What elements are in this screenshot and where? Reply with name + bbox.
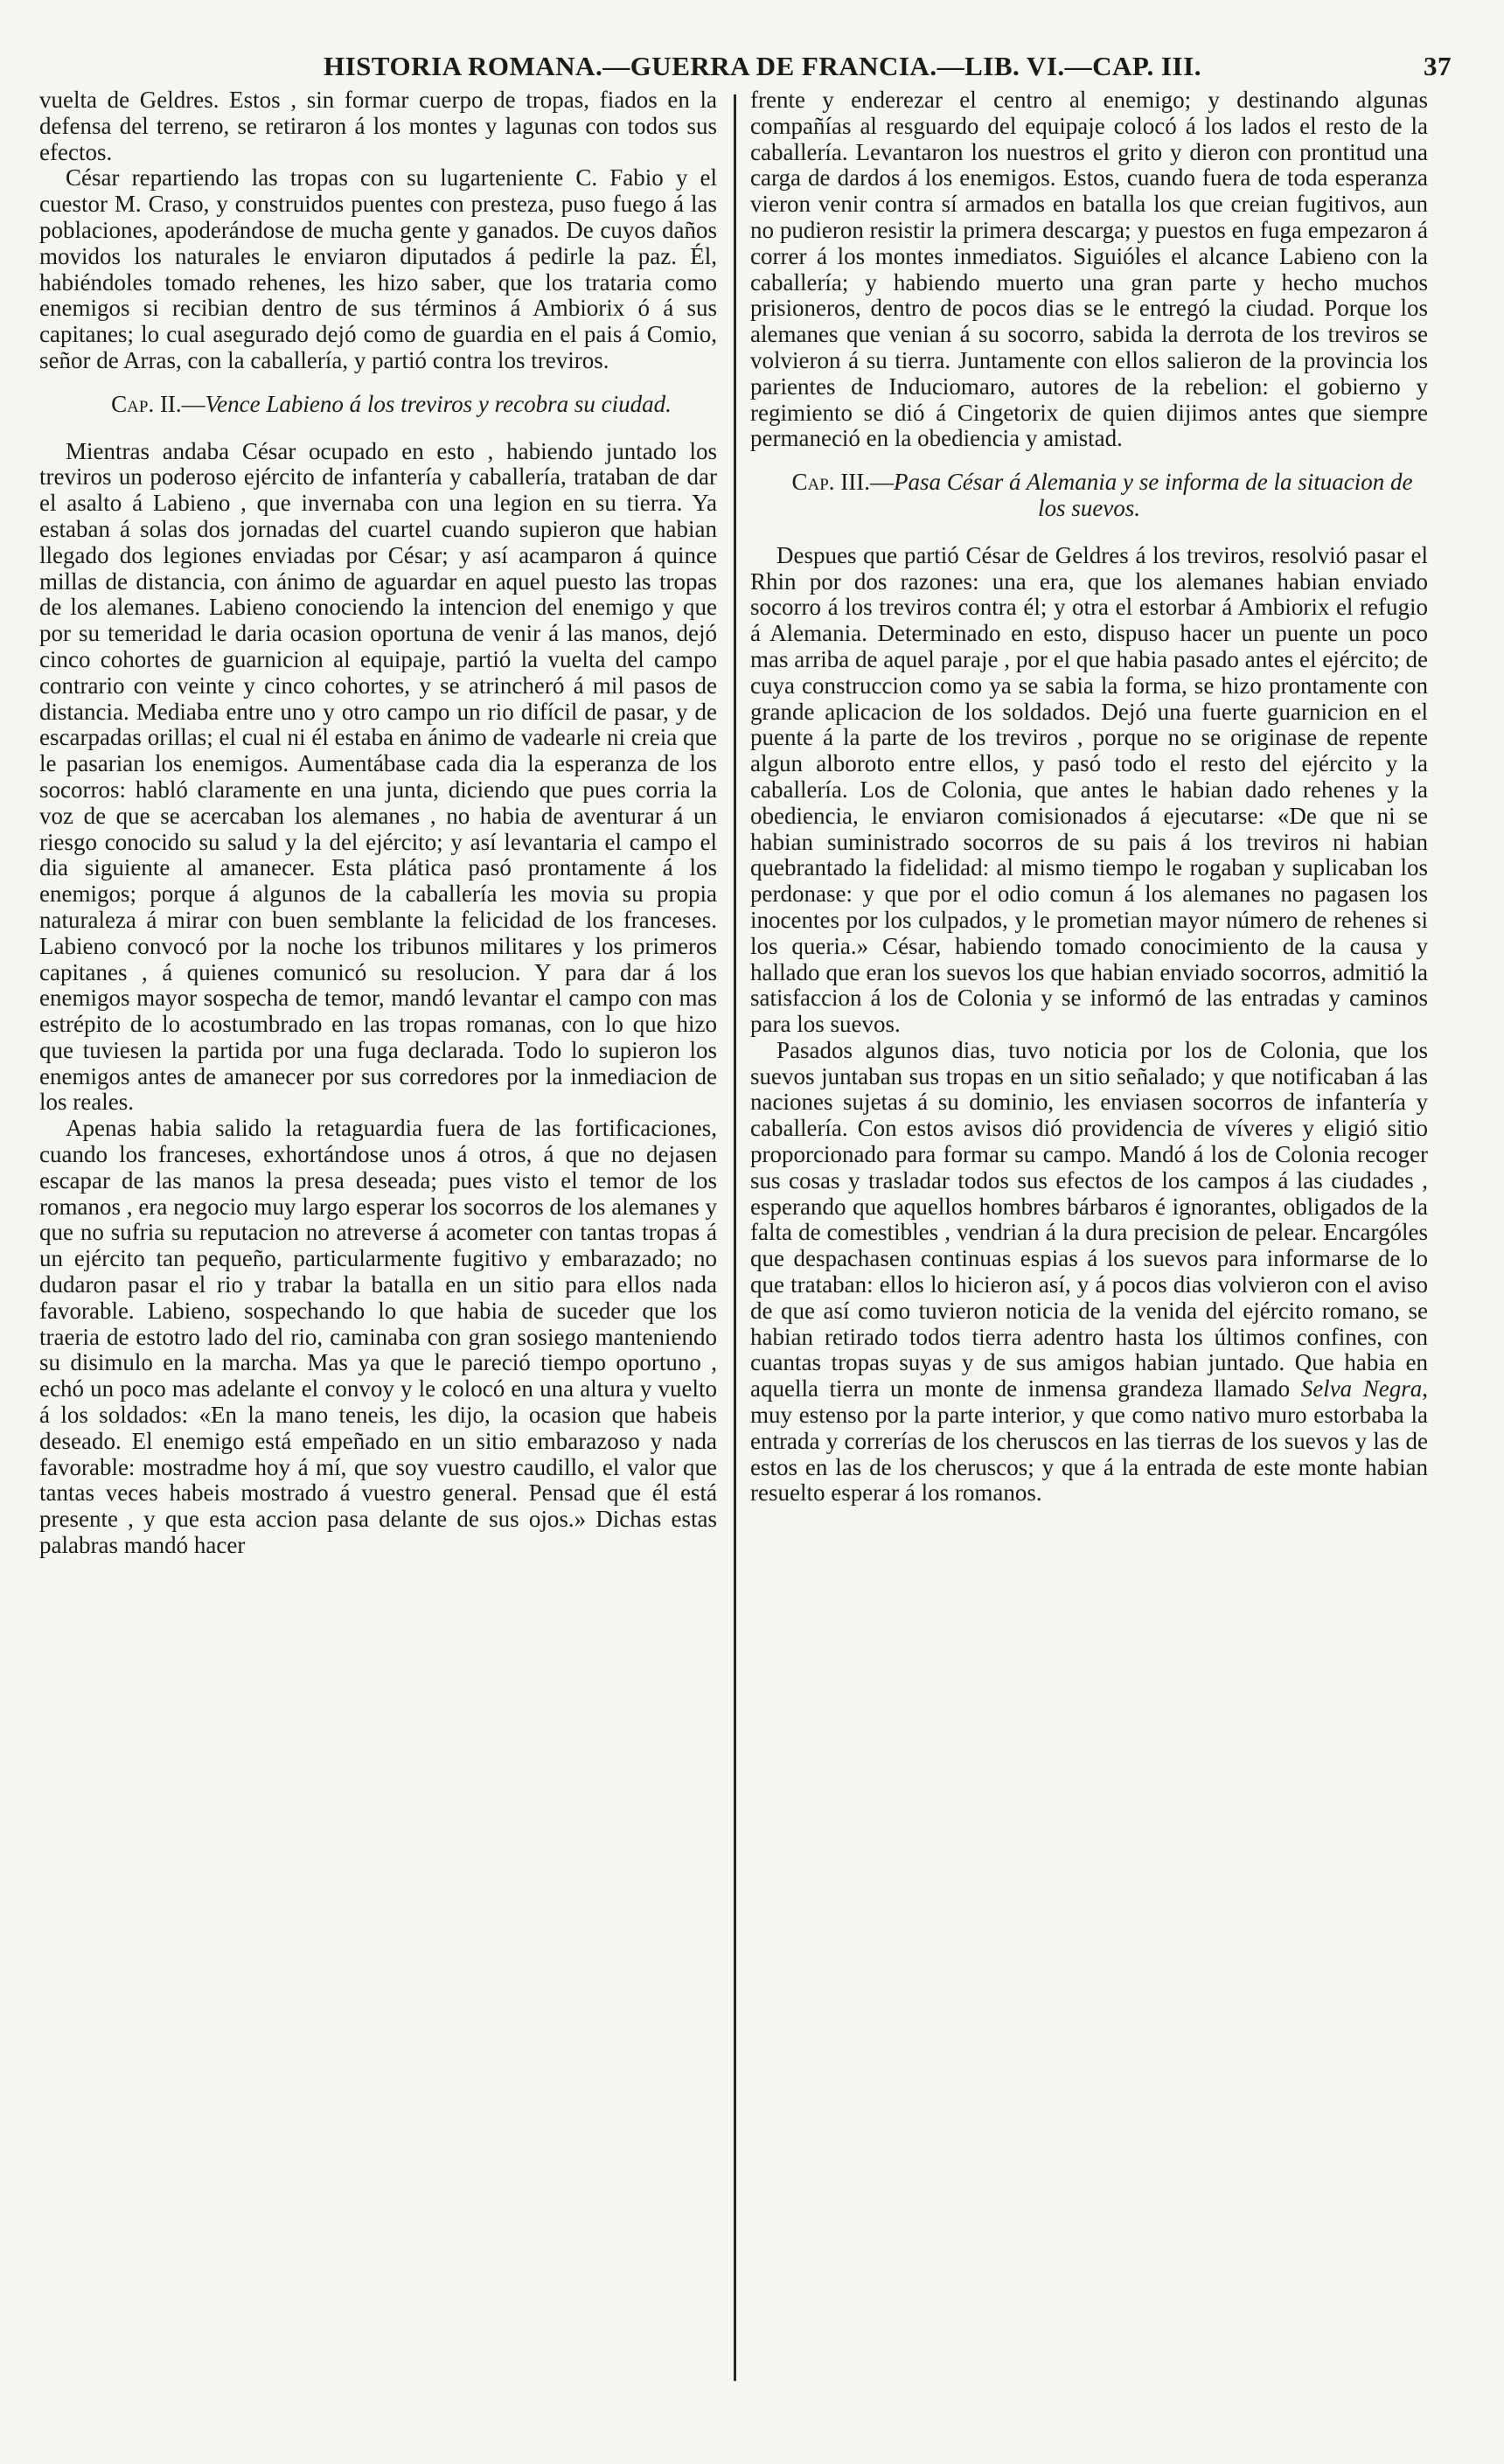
paragraph: Apenas habia salido la retaguardia fuera de las fortificaciones, cuando los franceses, exhortándose unos á otros, á que no dejasen escapar de las manos la presa deseada; pues visto el temor de los romanos , era negocio muy largo esperar los socorros de los alemanes y que no sufria su reputacion no atreverse á acometer con tantas tropas á un ejército tan pequeño, particularmente fugitivo y embarazado; no dudaron pasar el rio y trabar la batalla en un sitio para ellos nada favorable. Labieno, sospechando lo que habia de suceder que los traeria de estotro lado del rio, caminaba con gran sosiego manteniendo su disimulo en la marcha. Mas ya que le pareció tiempo oportuno , echó un poco mas adelante el convoy y le colocó en una altura y vuelto á los soldados: «En la mano teneis, les dijo, la ocasion que habeis deseado. El enemigo está empeñado en un sitio embarazoso y nada favorable: mostradme hoy á mí, que soy vuestro caudillo, el valor que tantas veces habeis mostrado á vuestro general. Pensad que él está presente , y que esta accion pasa delante de sus ojos.» Dichas estas palabras mandó hacer: [39, 1115, 717, 1559]
chapter-heading: Cap. III.—Pasa César á Alemania y se informa de la situacion de los suevos.: [791, 469, 1413, 521]
chapter-title: Pasa César á Alemania y se informa de la situacion de los suevos.: [894, 469, 1413, 521]
page-header: [324, 44, 1452, 87]
running-title: HISTORIA ROMANA.—GUERRA DE FRANCIA.—LIB. VI.—CAP. III.: [324, 51, 1201, 81]
paragraph: frente y enderezar el centro al enemigo; y destinando algunas compañías al resguardo del equipaje colocó á los lados el resto de la caballería. Levantaron los nuestros el grito y dieron con prontitud una carga de dardos á los enemigos. Estos, cuando fuera de toda esperanza vieron venir contra sí armados en batalla los que creian fugitivos, aun no pudieron resistir la primera descarga; y puestos en fuga empezaron á correr á los montes inmediatos. Siguióles el alcance Labieno con la caballería; y habiendo muerto una gran parte y hecho muchos prisioneros, dentro de pocos dias se le entregó la ciudad. Porque los alemanes que venian á su socorro, sabida la derrota de los treviros se volvieron á su tierra. Juntamente con ellos salieron de la provincia los parientes de Induciomaro, autores de la rebelion: el gobierno y regimiento se dió á Cingetorix de quien dijimos antes que siempre permaneció en la obediencia y amistad.: [750, 87, 1428, 452]
place-name: Selva Negra: [1300, 1375, 1423, 1403]
chapter-title: Vence Labieno á los treviros y recobra su ciudad.: [205, 390, 672, 417]
page-number: 37: [1424, 51, 1452, 81]
paragraph: [750, 1038, 1428, 1507]
paragraph: vuelta de Geldres. Estos , sin formar cuerpo de tropas, fiados en la defensa del terreno, se retiraron á los montes y lagunas con todos sus efectos.: [39, 87, 717, 165]
chapter-heading: Cap. II.—Vence Labieno á los treviros y recobra su ciudad.: [111, 390, 672, 417]
right-column: [750, 87, 1428, 1507]
left-column: [39, 87, 717, 1559]
text-run: Pasados algunos dias, tuvo noticia por los de Colonia, que los suevos juntaban sus tropas en un sitio señalado; y que notificaban á las naciones sujetas á su dominio, les enviasen socorros de infantería y caballería. Con estos avisos dió providencia de víveres y eligió sitio proporcionado para formar su campo. Mandó á los de Colonia recoger sus cosas y trasladar todos sus efectos de los campos á las ciudades , esperando que aquellos hombres bárbaros é ignorantes, obligados de la falta de comestibles , vendrian á la dura precision de pelear. Encargóles que despachasen continuas espias á los suevos para informarse de lo que trataban: ellos lo hicieron así, y á pocos dias volvieron con el aviso de que así como tuvieron noticia de la venida del ejército romano, se habian retirado todos tierra adentro hasta los últimos confines, con cuantas tropas suyas y de sus amigos habian juntado. Que habia en aquella tierra un monte de inmensa grandeza llamado: [750, 1036, 1428, 1403]
paragraph: César repartiendo las tropas con su lugarteniente C. Fabio y el cuestor M. Craso, y construidos puentes con presteza, puso fuego á las poblaciones, apoderándose de mucha gente y ganados. De cuyos daños movidos los naturales le enviaron diputados á pedirle la paz. Él, habiéndoles tomado rehenes, les hizo saber, que los trataria como enemigos si recibian dentro de sus términos á Ambiorix ó á sus capitanes; lo cual asegurado dejó como de guardia en el pais á Comio, señor de Arras, con la caballería, y partió contra los treviros.: [39, 164, 717, 373]
paragraph: Mientras andaba César ocupado en esto , habiendo juntado los treviros un poderoso ejército de infantería y caballería, trataban de dar el asalto á Labieno , que invernaba con una legion en su tierra. Ya estaban á solas dos jornadas del cuartel cuando supieron que habian llegado dos legiones enviadas por César; y así acamparon á quince millas de distancia, con ánimo de aguardar en aquel puesto las tropas de los alemanes. Labieno conociendo la intencion del enemigo y que por su temeridad le daria ocasion oportuna de venir á las manos, dejó cinco cohortes de guarnicion al equipaje, partió la vuelta del campo contrario con veinte y cinco cohortes, y se atrincheró á mil pasos de distancia. Mediaba entre uno y otro campo un rio difícil de pasar, y de escarpadas orillas; el cual ni él estaba en ánimo de vadearle ni creia que le pasarian los enemigos. Aumentábase cada dia la esperanza de los socorros: habló claramente en una junta, diciendo que pues corria la voz de que se acercaban los alemanes , no habia de aventurar á un riesgo conocido su salud y la del ejército; y así levantaria el campo el dia siguiente al amanecer. Esta plática pasó prontamente á los enemigos; porque á algunos de la caballería les movia su propia naturaleza á mirar con buen semblante la felicidad de los franceses. Labieno convocó por la noche los tribunos militares y los primeros capitanes , á quienes comunicó su resolucion. Y para dar á los enemigos mayor sospecha de temor, mandó levantar el campo con mas estrépito de lo acostumbrado en las tropas romanas, con lo que hizo que tuviesen la partida por una fuga declarada. Todo lo supieron los enemigos antes de amanecer por sus corredores por la inmediacion de los reales.: [39, 437, 717, 1116]
chapter-number: Cap. III.: [791, 469, 871, 496]
text-run: , muy estenso por la parte interior, y que como nativo muro estorbaba la entrada y correrías de los cheruscos en las tierras de los suevos y las de estos en las de los cheruscos; y que á la entrada de este monte habian resuelto esperar á los romanos.: [750, 1375, 1428, 1507]
chapter-number: Cap. II.: [111, 390, 182, 417]
paragraph: Despues que partió César de Geldres á los treviros, resolvió pasar el Rhin por dos razones: una era, que los alemanes habian enviado socorro á los treviros contra él; y otra el estorbar á Ambiorix el refugio á Alemania. Determinado en esto, dispuso hacer un puente un poco mas arriba de aquel paraje , por el que habia pasado antes el ejército; de cuya construccion como ya se sabia la forma, se hizo prontamente con grande aplicacion de los soldados. Dejó una fuerte guarnicion en el puente á la parte de los treviros , porque no se originase de repente algun alboroto entre ellos, y pasó todo el resto del ejército y la caballería. Los de Colonia, que antes le habian dado rehenes y la obediencia, le enviaron comisionados á ejecutarse: «De que ni se habian suministrado socorros de su pais á los treviros ni habian quebrantado la fidelidad: al mismo tiempo le rogaban y suplicaban los perdonase: y que por el odio comun á los alemanes no pagasen los inocentes por los culpados, y le prometian mayor número de rehenes si los queria.» César, habiendo tomado conocimiento de la causa y hallado que eran los suevos los que habian enviado socorros, admitió la satisfaccion á los de Colonia y se informó de las entradas y caminos para los suevos.: [750, 541, 1428, 1038]
column-divider: [734, 94, 736, 2381]
